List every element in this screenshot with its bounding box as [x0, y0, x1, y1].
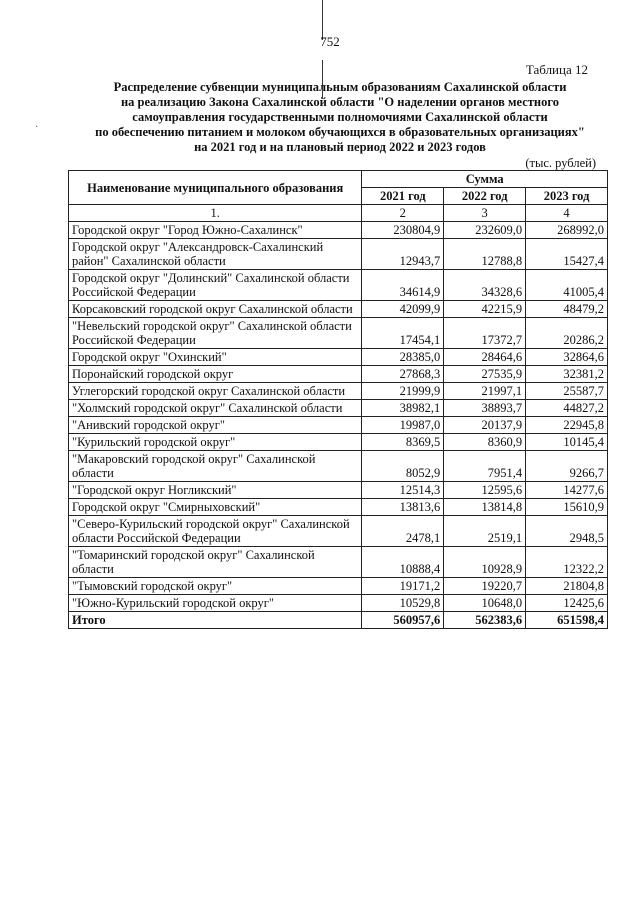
value-2023: 12322,2 [526, 547, 608, 578]
municipality-name: "Городской округ Ногликский" [69, 482, 362, 499]
municipality-name: "Томаринский городской округ" Сахалинской области [69, 547, 362, 578]
value-2021: 12514,3 [362, 482, 444, 499]
value-2021: 28385,0 [362, 349, 444, 366]
value-2022: 27535,9 [444, 366, 526, 383]
value-2022: 21997,1 [444, 383, 526, 400]
municipality-name: Поронайский городской округ [69, 366, 362, 383]
value-2021: 19171,2 [362, 578, 444, 595]
municipality-name: "Тымовский городской округ" [69, 578, 362, 595]
value-2022: 13814,8 [444, 499, 526, 516]
header-year-2022: 2022 год [444, 188, 526, 205]
units-label: (тыс. рублей) [525, 156, 596, 170]
value-2021: 2478,1 [362, 516, 444, 547]
municipality-name: "Холмский городской округ" Сахалинской области [69, 400, 362, 417]
value-2022: 38893,7 [444, 400, 526, 417]
value-2022: 7951,4 [444, 451, 526, 482]
title-line: на реализацию Закона Сахалинской области "О наделении органов местного [120, 95, 559, 109]
total-row [69, 612, 608, 629]
table-row [69, 239, 608, 270]
municipality-name: "Невельский городской округ" Сахалинской области Российской Федерации [69, 318, 362, 349]
value-2023: 9266,7 [526, 451, 608, 482]
value-2022: 10648,0 [444, 595, 526, 612]
total-label: Итого [69, 612, 362, 629]
column-number: 3 [444, 205, 526, 222]
header-sum: Сумма [362, 171, 608, 188]
value-2023: 15610,9 [526, 499, 608, 516]
value-2022: 12595,6 [444, 482, 526, 499]
table-body [69, 222, 608, 612]
municipality-name: "Южно-Курильский городской округ" [69, 595, 362, 612]
title-line: самоуправления государственными полномочиями Сахалинской области [132, 110, 548, 124]
table-row [69, 482, 608, 499]
table-row [69, 383, 608, 400]
value-2021: 8369,5 [362, 434, 444, 451]
table-row [69, 595, 608, 612]
document-title [60, 80, 620, 155]
value-2022: 42215,9 [444, 301, 526, 318]
total-2021: 560957,6 [362, 612, 444, 629]
value-2022: 34328,6 [444, 270, 526, 301]
value-2023: 10145,4 [526, 434, 608, 451]
municipality-name: "Курильский городской округ" [69, 434, 362, 451]
value-2023: 2948,5 [526, 516, 608, 547]
value-2023: 268992,0 [526, 222, 608, 239]
value-2021: 21999,9 [362, 383, 444, 400]
column-number: 4 [526, 205, 608, 222]
value-2023: 12425,6 [526, 595, 608, 612]
value-2023: 15427,4 [526, 239, 608, 270]
municipality-name: Городской округ "Александровск-Сахалинский район" Сахалинской области [69, 239, 362, 270]
value-2021: 12943,7 [362, 239, 444, 270]
value-2022: 2519,1 [444, 516, 526, 547]
value-2021: 38982,1 [362, 400, 444, 417]
municipality-name: "Северо-Курильский городской округ" Сахалинской области Российской Федерации [69, 516, 362, 547]
table-row [69, 301, 608, 318]
table-row [69, 499, 608, 516]
table-row [69, 318, 608, 349]
header-name: Наименование муниципального образования [69, 171, 362, 205]
title-line: Распределение субвенции муниципальным образованиям Сахалинской области [113, 80, 567, 94]
municipality-name: "Анивский городской округ" [69, 417, 362, 434]
value-2021: 27868,3 [362, 366, 444, 383]
value-2021: 13813,6 [362, 499, 444, 516]
header-year-2021: 2021 год [362, 188, 444, 205]
subvention-table [68, 170, 608, 629]
value-2023: 41005,4 [526, 270, 608, 301]
column-number: 2 [362, 205, 444, 222]
table-row [69, 578, 608, 595]
value-2023: 32381,2 [526, 366, 608, 383]
value-2022: 8360,9 [444, 434, 526, 451]
table-label: Таблица 12 [525, 62, 588, 77]
value-2023: 44827,2 [526, 400, 608, 417]
table-row [69, 349, 608, 366]
municipality-name: Корсаковский городской округ Сахалинской области [69, 301, 362, 318]
value-2021: 10529,8 [362, 595, 444, 612]
value-2023: 32864,6 [526, 349, 608, 366]
value-2022: 17372,7 [444, 318, 526, 349]
value-2021: 230804,9 [362, 222, 444, 239]
total-2022: 562383,6 [444, 612, 526, 629]
value-2021: 19987,0 [362, 417, 444, 434]
value-2021: 10888,4 [362, 547, 444, 578]
value-2021: 17454,1 [362, 318, 444, 349]
municipality-name: "Макаровский городской округ" Сахалинской области [69, 451, 362, 482]
table-row [69, 434, 608, 451]
value-2022: 28464,6 [444, 349, 526, 366]
value-2022: 20137,9 [444, 417, 526, 434]
title-line: на 2021 год и на плановый период 2022 и 2023 годов [194, 140, 486, 154]
value-2022: 12788,8 [444, 239, 526, 270]
value-2022: 19220,7 [444, 578, 526, 595]
municipality-name: Городской округ "Долинский" Сахалинской области Российской Федерации [69, 270, 362, 301]
table-row [69, 270, 608, 301]
value-2021: 8052,9 [362, 451, 444, 482]
value-2022: 10928,9 [444, 547, 526, 578]
total-2023: 651598,4 [526, 612, 608, 629]
municipality-name: Углегорский городской округ Сахалинской области [69, 383, 362, 400]
table-row [69, 547, 608, 578]
value-2023: 22945,8 [526, 417, 608, 434]
table-row [69, 366, 608, 383]
value-2023: 25587,7 [526, 383, 608, 400]
title-line: по обеспечению питанием и молоком обучающихся в образовательных организациях" [95, 125, 585, 139]
value-2022: 232609,0 [444, 222, 526, 239]
value-2023: 14277,6 [526, 482, 608, 499]
value-2023: 21804,8 [526, 578, 608, 595]
column-number: 1. [69, 205, 362, 222]
table-row [69, 222, 608, 239]
table-row [69, 400, 608, 417]
table-row [69, 417, 608, 434]
value-2021: 42099,9 [362, 301, 444, 318]
header-year-2023: 2023 год [526, 188, 608, 205]
value-2023: 48479,2 [526, 301, 608, 318]
municipality-name: Городской округ "Смирныховский" [69, 499, 362, 516]
table-row [69, 516, 608, 547]
municipality-name: Городской округ "Город Южно-Сахалинск" [69, 222, 362, 239]
page-number: 752 [320, 34, 340, 49]
value-2023: 20286,2 [526, 318, 608, 349]
value-2021: 34614,9 [362, 270, 444, 301]
municipality-name: Городской округ "Охинский" [69, 349, 362, 366]
table-row [69, 451, 608, 482]
margin-dot: · [35, 122, 39, 133]
